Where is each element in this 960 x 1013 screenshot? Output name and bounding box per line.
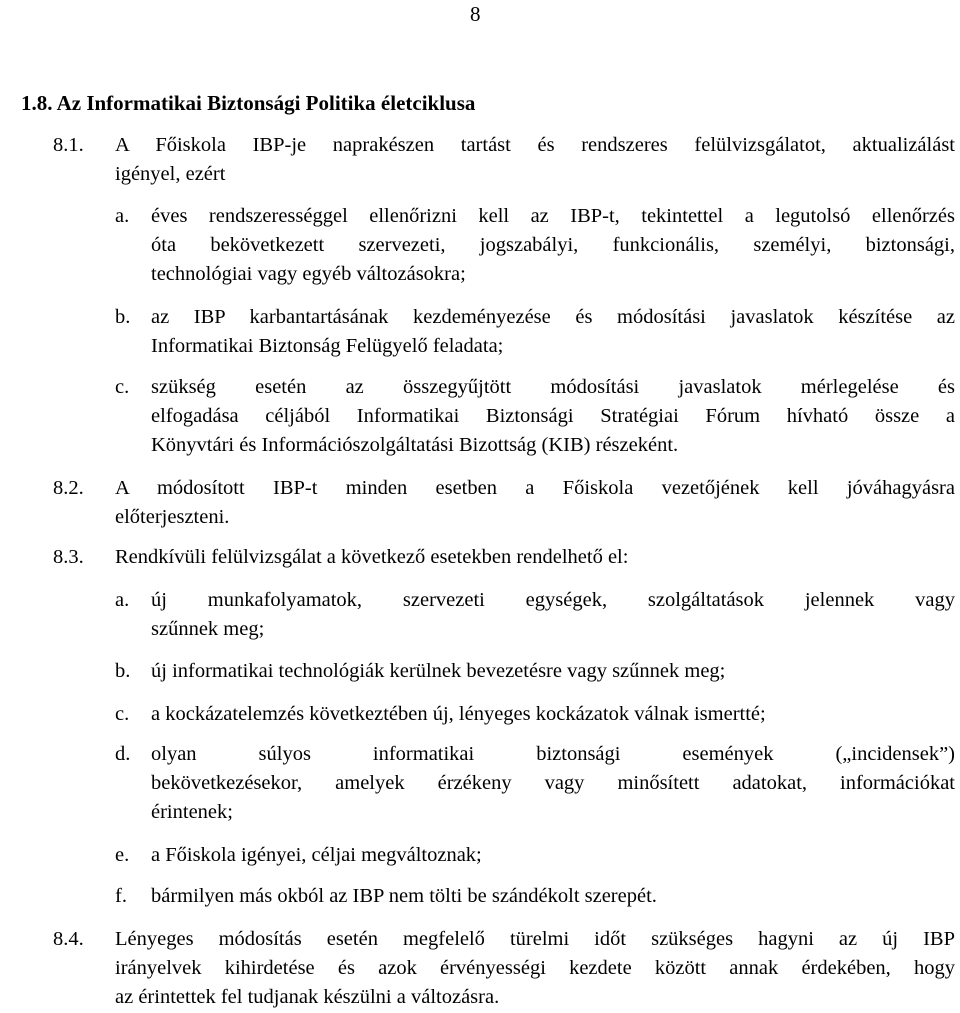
list-letter: f.	[115, 885, 127, 907]
list-letter: a.	[115, 205, 130, 227]
list-item-text: érintenek;	[151, 801, 233, 823]
list-item-text: technológiai vagy egyéb változásokra;	[151, 263, 466, 285]
list-letter: d.	[115, 743, 131, 765]
section-number: 8.2.	[53, 477, 84, 499]
list-item-text: éves rendszerességgel ellenőrizni kell az IBP-t, tekintettel a legutolsó ellenőrzés	[151, 205, 955, 227]
list-item-text: bármilyen más okból az IBP nem tölti be szándékolt szerepét.	[151, 885, 657, 907]
list-item-text: Informatikai Biztonság Felügyelő feladata;	[151, 335, 504, 357]
list-item-text: olyan súlyos informatikai biztonsági események („incidensek”)	[151, 743, 955, 765]
list-item-text: az IBP karbantartásának kezdeményezése és módosítási javaslatok készítése az	[151, 306, 955, 328]
list-letter: a.	[115, 589, 130, 611]
section-text: előterjeszteni.	[115, 506, 230, 528]
section-number: 8.4.	[53, 928, 84, 950]
list-letter: e.	[115, 844, 130, 866]
list-item-text: Könyvtári és Információszolgáltatási Bizottság (KIB) részeként.	[151, 434, 679, 456]
section-number: 8.3.	[53, 546, 84, 568]
section-text: igényel, ezért	[115, 163, 226, 185]
section-text: Rendkívüli felülvizsgálat a következő esetekben rendelhető el:	[115, 546, 629, 568]
list-item-text: a Főiskola igényei, céljai megváltoznak;	[151, 844, 482, 866]
list-item-text: új munkafolyamatok, szervezeti egységek, szolgáltatások jelennek vagy	[151, 589, 955, 611]
list-item-text: elfogadása céljából Informatikai Biztonsági Stratégiai Fórum hívható össze a	[151, 405, 955, 427]
list-letter: c.	[115, 703, 130, 725]
list-item-text: a kockázatelemzés következtében új, lényeges kockázatok válnak ismertté;	[151, 703, 766, 725]
list-item-text: óta bekövetkezett szervezeti, jogszabályi, funkcionális, személyi, biztonsági,	[151, 234, 955, 256]
list-item-text: szűnnek meg;	[151, 618, 265, 640]
section-text: irányelvek kihirdetése és azok érvényességi kezdete között annak érdekében, hogy	[115, 957, 955, 979]
list-letter: b.	[115, 306, 131, 328]
section-text: az érintettek fel tudjanak készülni a változásra.	[115, 986, 500, 1008]
section-number: 8.1.	[53, 134, 84, 156]
list-letter: b.	[115, 660, 131, 682]
section-text: A módosított IBP-t minden esetben a Főiskola vezetőjének kell jóváhagyásra	[115, 477, 955, 499]
list-item-text: szükség esetén az összegyűjtött módosítási javaslatok mérlegelése és	[151, 376, 955, 398]
page-number: 8	[470, 2, 481, 26]
section-text: Lényeges módosítás esetén megfelelő türelmi időt szükséges hagyni az új IBP	[115, 928, 955, 950]
list-item-text: új informatikai technológiák kerülnek bevezetésre vagy szűnnek meg;	[151, 660, 726, 682]
list-item-text: bekövetkezésekor, amelyek érzékeny vagy minősített adatokat, információkat	[151, 772, 955, 794]
section-heading: 1.8. Az Informatikai Biztonsági Politika életciklusa	[21, 91, 476, 115]
list-letter: c.	[115, 376, 130, 398]
section-text: A Főiskola IBP-je naprakészen tartást és rendszeres felülvizsgálatot, aktualizálást	[115, 134, 955, 156]
